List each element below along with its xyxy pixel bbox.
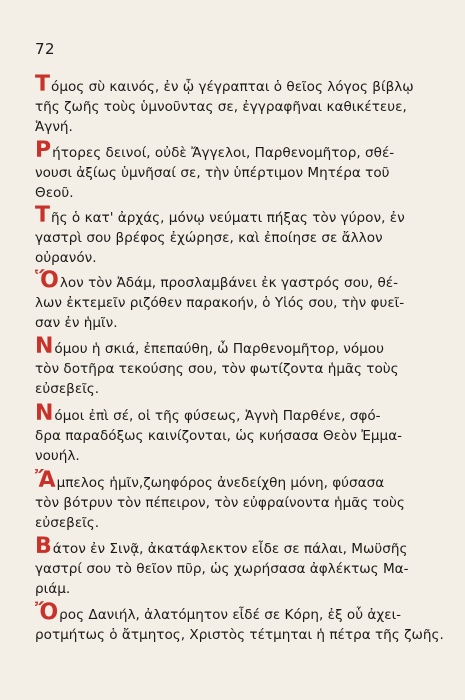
stanza-line: ρος Δανιήλ, ἀλατόμητον εἶδέ σε Κόρη, ἐξ οὗ ἀχει- [59,607,402,623]
stanza-line: τὸν δοτῆρα τεκούσης σου, τὸν φωτίζοντα ἡμᾶς τοὺς [35,361,399,377]
stanza-line: ριάμ. [35,581,71,597]
stanza-line: εὐσεβεῖς. [35,515,100,531]
stanza-line: Ἁγνή. [35,119,73,135]
page-number: 72 [35,40,56,58]
stanza-line: γαστρὶ σου βρέφος ἐχώρησε, καὶ ἐποίησε σε ἄλλον [35,230,383,246]
stanza-line: όμος σὺ καινός, ἐν ᾧ γέγραπται ὁ θεῖος λόγος βίβλῳ [51,79,414,95]
red-initial: Τ [35,203,51,228]
stanza-line: ήτορες δεινοί, οὐδὲ Ἄγγελοι, Παρθενομῆτορ, σθέ- [52,145,395,161]
red-initial: Ὅ [35,268,59,293]
stanza-line: δρα παραδόξως καινίζονται, ὡς κυήσασα Θεὸν Ἐμμα- [35,428,403,444]
stanza-line: γαστρί σου τὸ θεῖον πῦρ, ὡς χωρήσασα ἀφλέκτως Μα- [35,561,409,577]
stanza-5 [35,334,427,399]
stanza-7 [35,468,427,533]
red-initial: Β [35,534,52,559]
stanza-1 [35,72,427,137]
stanza-4 [35,268,427,333]
stanza-line: όμοι ἐπὶ σέ, οἱ τῆς φύσεως, Ἁγνὴ Παρθένε, σφό- [54,408,381,424]
stanza-line: ῆς ὁ κατ' ἀρχάς, μόνῳ νεύματι πήξας τὸν γύρον, ἐν [51,210,405,226]
stanza-line: ροτμήτως ὁ ἄτμητος, Χριστὸς τέτμηται ἡ πέτρα τῆς ζωῆς. [35,627,444,643]
stanza-3 [35,203,427,268]
stanza-6 [35,401,427,466]
red-initial: Ἄ [35,468,56,493]
stanza-line: τὸν βότρυν τὸν πέπειρον, τὸν εὐφραίνοντα ἡμᾶς τοὺς [35,495,405,511]
red-initial: Ν [35,334,54,359]
stanza-line: εὐσεβεῖς. [35,381,100,397]
red-initial: Ρ [35,138,52,163]
stanza-9 [35,600,444,645]
red-initial: Τ [35,72,51,97]
red-initial: Ὄ [35,600,59,625]
stanza-line: όμου ἡ σκιά, ἐπεπαύθη, ὦ Παρθενομῆτορ, νόμου [54,341,384,357]
stanza-line: νουσι ἀξίως ὑμνῆσαί σε, τὴν ὑπέρτιμον Μητέρα τοῦ [35,165,390,181]
stanza-line: τῆς ζωῆς τοὺς ὑμνοῦντας σε, ἐγγραφῆναι καθικέτευε, [35,99,407,115]
stanza-8 [35,534,427,599]
stanza-line: μπελος ἡμῖν,ζωηφόρος ἀνεδείχθη μόνη, φύσασα [56,475,385,491]
stanza-line: λον τὸν Ἀδάμ, προσλαμβάνει ἐκ γαστρός σου, θέ- [59,275,399,291]
stanza-2 [35,138,427,203]
red-initial: Ν [35,401,54,426]
stanza-line: οὐρανόν. [35,250,97,266]
stanza-line: άτον ἐν Σινᾷ, ἀκατάφλεκτον εἶδε σε πάλαι, Μωϋσῆς [52,541,408,557]
stanza-line: Θεοῦ. [35,185,74,201]
stanza-line: λων ἐκτεμεῖν ριζόθεν παρακοήν, ὁ Υἱός σου, τὴν φυεῖ- [35,295,405,311]
stanza-line: νουήλ. [35,448,80,464]
stanza-line: σαν ἐν ἡμῖν. [35,315,118,331]
